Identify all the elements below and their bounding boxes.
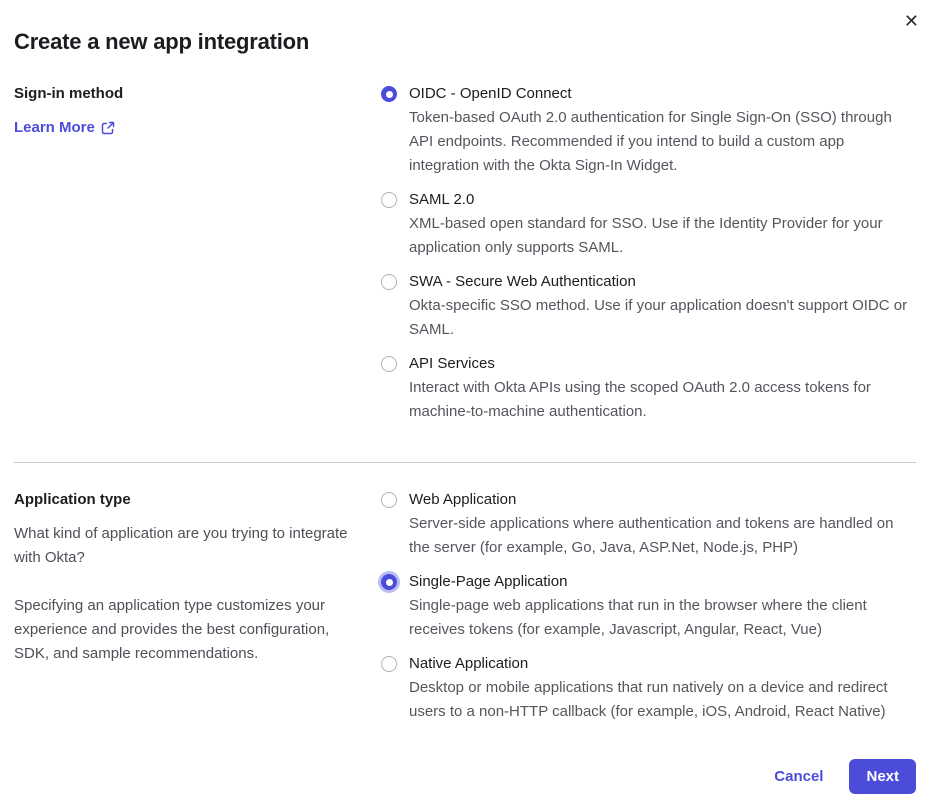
application-type-label: Application type (14, 491, 131, 508)
external-link-icon (101, 121, 115, 135)
option-api-services-title[interactable]: API Services (409, 355, 495, 372)
option-spa (381, 570, 916, 642)
option-oidc (381, 82, 916, 178)
application-type-explainer: Specifying an application type customizes your experience and provides the best configuration, SDK, and sample recommendations. (14, 597, 330, 662)
option-saml-title[interactable]: SAML 2.0 (409, 191, 475, 208)
application-type-question: What kind of application are you trying to integrate with Okta? (14, 525, 348, 566)
option-spa-title[interactable]: Single-Page Application (409, 573, 568, 590)
radio-saml[interactable] (381, 192, 397, 208)
radio-native-app[interactable] (381, 656, 397, 672)
radio-swa[interactable] (381, 274, 397, 290)
signin-method-section (14, 82, 916, 424)
application-type-section (14, 488, 916, 724)
option-oidc-title[interactable]: OIDC - OpenID Connect (409, 85, 572, 102)
signin-method-label: Sign-in method (14, 85, 124, 102)
option-web-app (381, 488, 916, 560)
cancel-button[interactable]: Cancel (774, 768, 824, 785)
radio-web-app[interactable] (381, 492, 397, 508)
dialog-footer (14, 759, 916, 794)
option-swa (381, 270, 916, 342)
option-saml-description: XML-based open standard for SSO. Use if the Identity Provider for your application only supports SAML. (409, 215, 883, 256)
option-web-app-title[interactable]: Web Application (409, 491, 517, 508)
option-oidc-description: Token-based OAuth 2.0 authentication for Single Sign-On (SSO) through API endpoints. Recommended if you intend to build a custom app integration with the Okta Sign-In Widget. (409, 109, 892, 174)
option-swa-description: Okta-specific SSO method. Use if your application doesn't support OIDC or SAML. (409, 297, 908, 338)
learn-more-link[interactable] (14, 116, 115, 140)
option-native-app (381, 652, 916, 724)
option-native-app-title[interactable]: Native Application (409, 655, 529, 672)
radio-oidc[interactable] (381, 86, 397, 102)
option-spa-description: Single-page web applications that run in the browser where the client receives tokens (for example, Javascript, Angular, React, Vue) (409, 597, 867, 638)
learn-more-label: Learn More (14, 119, 95, 136)
option-api-services-description: Interact with Okta APIs using the scoped OAuth 2.0 access tokens for machine-to-machine authentication. (409, 379, 871, 420)
option-api-services (381, 352, 916, 424)
option-native-app-description: Desktop or mobile applications that run natively on a device and redirect users to a non-HTTP callback (for example, iOS, Android, React Native) (409, 679, 888, 720)
radio-spa[interactable] (381, 574, 397, 590)
close-icon[interactable]: ✕ (903, 11, 919, 31)
option-saml (381, 188, 916, 260)
next-button[interactable]: Next (849, 759, 916, 794)
option-swa-title[interactable]: SWA - Secure Web Authentication (409, 273, 636, 290)
page-title: Create a new app integration (14, 29, 310, 54)
radio-api-services[interactable] (381, 356, 397, 372)
option-web-app-description: Server-side applications where authentication and tokens are handled on the server (for example, Go, Java, ASP.Net, Node.js, PHP) (409, 515, 894, 556)
section-divider (14, 462, 916, 463)
